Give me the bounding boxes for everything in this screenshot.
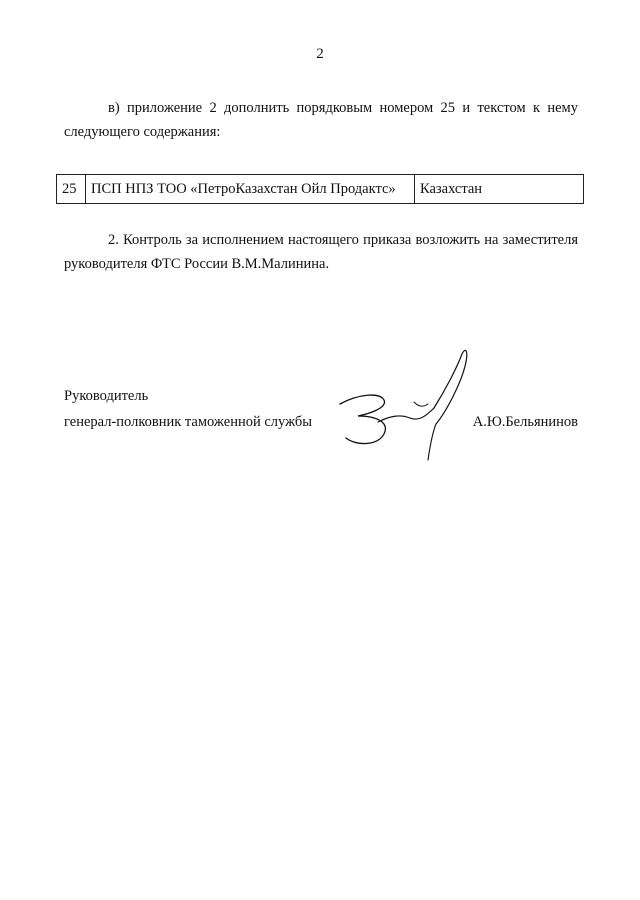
signatory-title: Руководитель xyxy=(64,388,149,404)
handwritten-signature xyxy=(318,342,478,472)
paragraph-appendix-amendment xyxy=(64,96,578,144)
paragraph-2-text: 2. Контроль за исполнением настоящего приказа возложить на заместителя руководителя ФТС России В.М.Малинина. xyxy=(64,232,578,272)
signatory-rank: генерал-полковник таможенной службы xyxy=(64,414,313,430)
row-country-cell: Казахстан xyxy=(415,175,584,204)
paragraph-1-text: в) приложение 2 дополнить порядковым номером 25 и текстом к нему следующего содержания: xyxy=(64,100,578,140)
row-number-cell: 25 xyxy=(57,175,86,204)
page-number: 2 xyxy=(316,46,324,62)
signatory-name: А.Ю.Бельянинов xyxy=(472,414,578,430)
table-row xyxy=(57,175,584,204)
row-name-cell: ПСП НПЗ ТОО «ПетроКазахстан Ойл Продактс» xyxy=(86,175,415,204)
paragraph-control-clause xyxy=(64,228,578,276)
appendix-entry-table xyxy=(56,174,584,204)
